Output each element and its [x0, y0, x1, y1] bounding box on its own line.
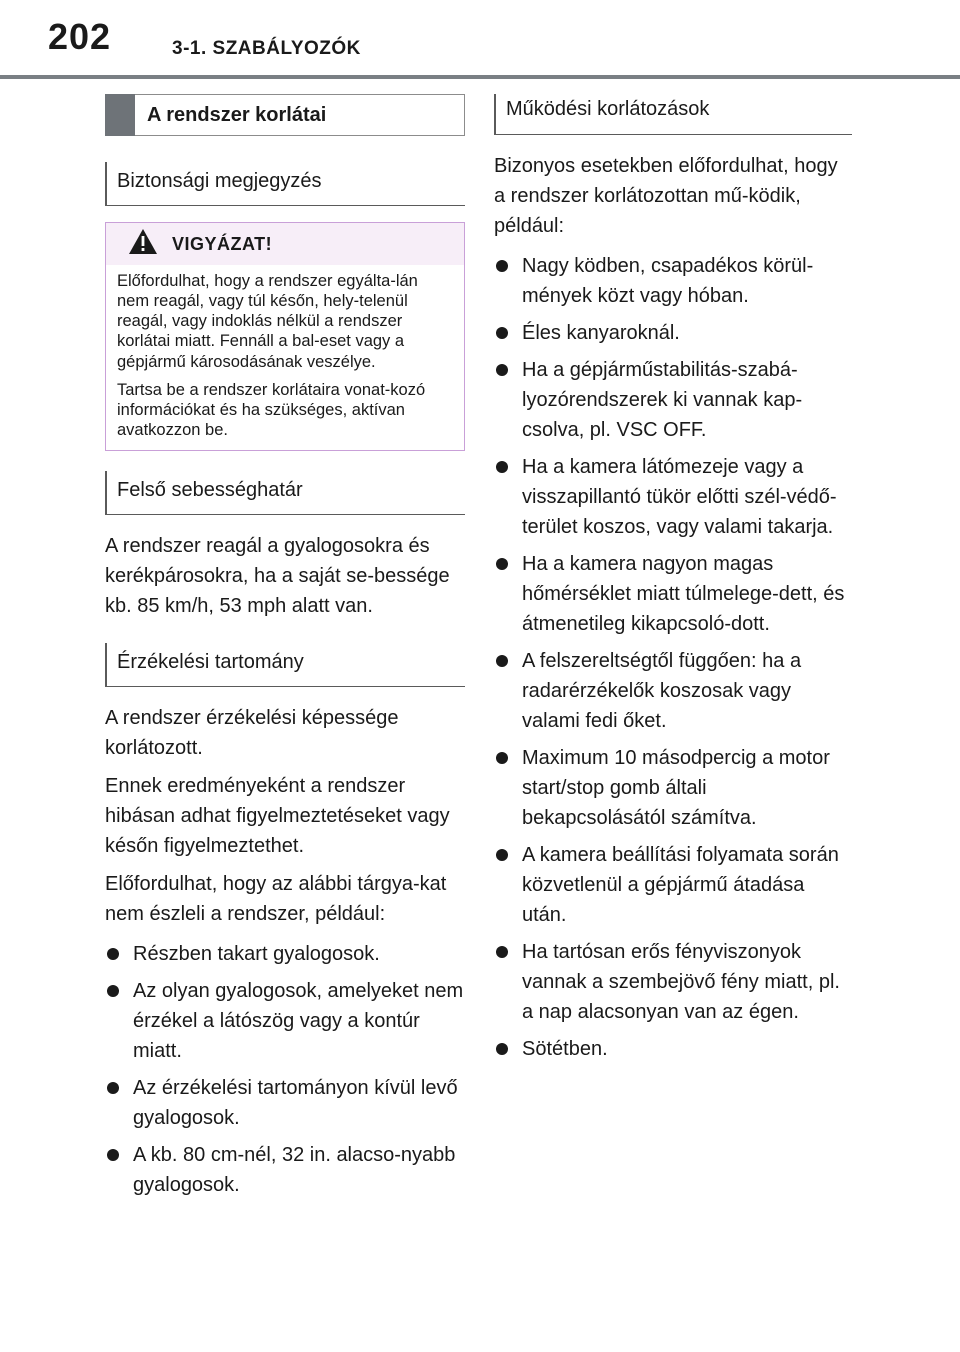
- range-bullet-list: [105, 939, 465, 1200]
- speed-heading: Felső sebességhatár: [105, 471, 465, 515]
- bullet-icon: [496, 558, 508, 570]
- list-item: Nagy ködben, csapadékos körül-mények közt vagy hóban.: [494, 251, 852, 311]
- bullet-icon: [496, 327, 508, 339]
- warning-body: [106, 265, 464, 450]
- list-item: A felszereltségtől függően: ha a radarérzékelők koszosak vagy valami fedi őket.: [494, 646, 852, 736]
- warning-title: VIGYÁZAT!: [172, 233, 273, 254]
- right-column: [494, 94, 852, 1071]
- safety-heading: Biztonsági megjegyzés: [105, 162, 465, 206]
- list-item: Részben takart gyalogosok.: [105, 939, 465, 969]
- page-number: 202: [48, 16, 112, 57]
- header-divider: [0, 75, 960, 79]
- bullet-icon: [107, 1149, 119, 1161]
- warning-paragraph: Tartsa be a rendszer korlátaira vonat-kozó információkat és ha szükséges, aktívan avatkozzon be.: [117, 380, 426, 439]
- operating-limits-intro: Bizonyos esetekben előfordulhat, hogy a rendszer korlátozottan mű-ködik, például:: [494, 155, 838, 237]
- operating-limits-list: [494, 251, 852, 1064]
- list-item: A kamera beállítási folyamata során közvetlenül a gépjármű átadása után.: [494, 840, 852, 930]
- range-heading: Érzékelési tartomány: [105, 643, 465, 687]
- warning-triangle-icon: [128, 228, 172, 260]
- operating-limits-heading: Működési korlátozások: [494, 94, 852, 135]
- bullet-icon: [496, 752, 508, 764]
- bullet-icon: [496, 849, 508, 861]
- left-column: [105, 94, 465, 1207]
- list-item: Ha a kamera nagyon magas hőmérséklet miatt túlmelege-dett, és átmenetileg kikapcsoló-dott.: [494, 549, 852, 639]
- bullet-icon: [496, 655, 508, 667]
- warning-box: [105, 222, 465, 451]
- list-item: Az érzékelési tartományon kívül levő gyalogosok.: [105, 1073, 465, 1133]
- list-item: Éles kanyaroknál.: [494, 318, 852, 348]
- chapter-title: 3-1. SZABÁLYOZÓK: [172, 38, 361, 59]
- list-item: Ha a kamera látómezeje vagy a visszapillantó tükör előtti szél-védő-terület koszos, vagy valami takarja.: [494, 452, 852, 542]
- section-title-bar: [105, 94, 465, 136]
- section-title: A rendszer korlátai: [147, 103, 327, 126]
- bullet-icon: [496, 1043, 508, 1055]
- range-paragraph: Előfordulhat, hogy az alábbi tárgya-kat nem észleli a rendszer, például:: [105, 873, 447, 925]
- warning-header: [106, 223, 464, 265]
- list-item: Ha tartósan erős fényviszonyok vannak a szembejövő fény miatt, pl. a nap alacsonyan van az égen.: [494, 937, 852, 1027]
- bullet-icon: [496, 946, 508, 958]
- list-item: A kb. 80 cm-nél, 32 in. alacso-nyabb gyalogosok.: [105, 1140, 465, 1200]
- list-item: Az olyan gyalogosok, amelyeket nem érzékel a látószög vagy a kontúr miatt.: [105, 976, 465, 1066]
- bullet-icon: [496, 260, 508, 272]
- range-paragraph: A rendszer érzékelési képessége korlátozott.: [105, 707, 399, 759]
- bullet-icon: [496, 461, 508, 473]
- range-paragraph: Ennek eredményeként a rendszer hibásan adhat figyelmeztetéseket vagy későn figyelmeztethet.: [105, 775, 450, 857]
- page-header: [0, 0, 960, 80]
- section-marker: [105, 94, 135, 136]
- bullet-icon: [107, 948, 119, 960]
- list-item: Maximum 10 másodpercig a motor start/stop gomb általi bekapcsolásától számítva.: [494, 743, 852, 833]
- bullet-icon: [107, 1082, 119, 1094]
- speed-text: A rendszer reagál a gyalogosokra és kerékpárosokra, ha a saját se-bessége kb. 85 km/h, 53 mph alatt van.: [105, 535, 450, 617]
- list-item: Ha a gépjárműstabilitás-szabá-lyozórendszerek ki vannak kap-csolva, pl. VSC OFF.: [494, 355, 852, 445]
- bullet-icon: [107, 985, 119, 997]
- bullet-icon: [496, 364, 508, 376]
- list-item: Sötétben.: [494, 1034, 852, 1064]
- warning-paragraph: Előfordulhat, hogy a rendszer egyálta-lán nem reagál, vagy túl későn, hely-telenül reagál, vagy indoklás nélkül a rendszer korlátai miatt. Fennáll a bal-eset vagy a gépjármű károsodásának veszélye.: [117, 272, 418, 371]
